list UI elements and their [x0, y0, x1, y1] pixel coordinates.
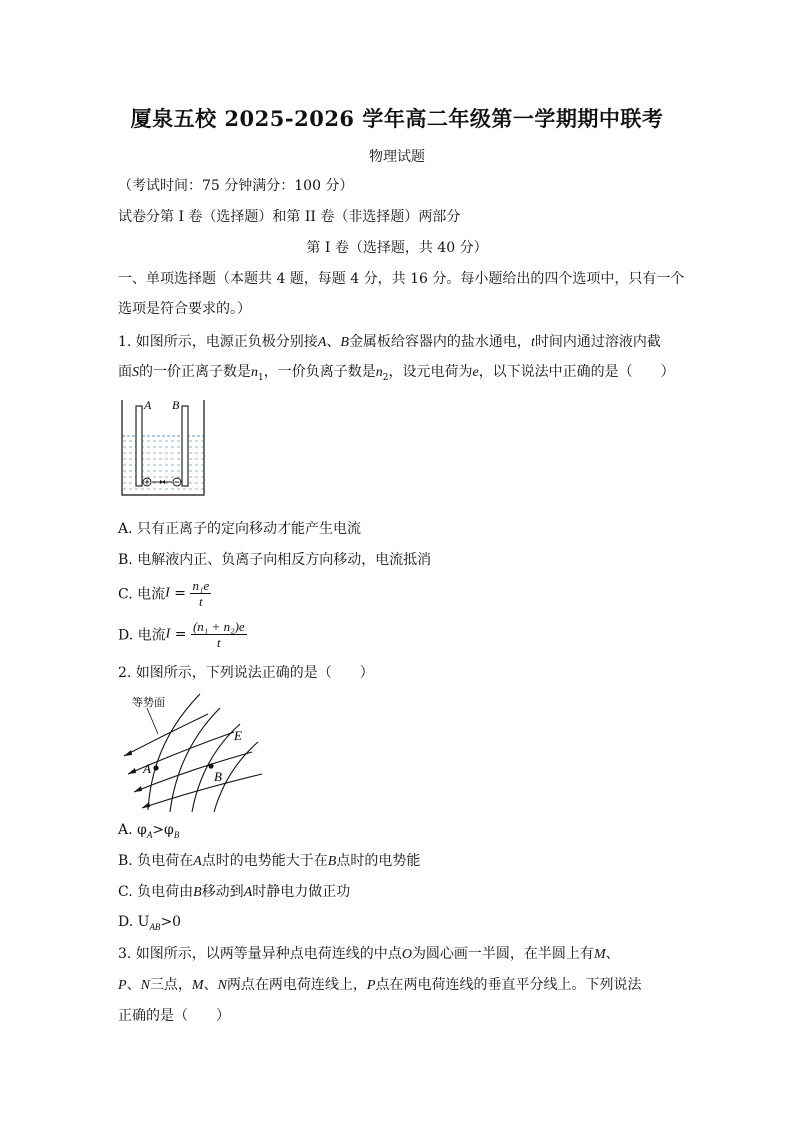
point-b	[208, 763, 213, 768]
q1-option-a: A. 只有正离子的定向移动才能产生电流	[118, 521, 362, 537]
q1-option-d-fraction: $\frac{\text{(n₁ + n₂)e}}{t}$	[192, 619, 245, 650]
q1-option-d: D. 电流I = $\frac{\text{(n₁ + n₂)e}}{t}$	[118, 619, 245, 650]
point-a-label: A	[143, 761, 151, 776]
q1-stem-line2: 面S的一价正离子数是$n_1$，一价负离子数是$n_2$，设元电荷为e，以下说法中正确的是（ ）	[118, 364, 675, 383]
plate-b-label: B	[172, 398, 180, 412]
plate-a-label: A	[144, 398, 152, 412]
exam-info: （考试时间：75 分钟满分：100 分）	[118, 178, 354, 194]
q3-stem-line2: P、N三点，M、N两点在两电荷连线上，P点在两电荷连线的垂直平分线上。下列说法	[118, 977, 642, 993]
field-line-1	[124, 714, 208, 756]
q3-stem-line1: 3. 如图所示，以两等量异种点电荷连线的中点O为圆心画一半圆，在半圆上有M、	[118, 946, 620, 962]
q2-field-figure	[116, 688, 266, 814]
q1-electrolysis-figure	[116, 396, 210, 500]
part1-heading: 第 I 卷（选择题，共 40 分）	[306, 240, 488, 256]
q3-stem-line3: 正确的是（ ）	[118, 1008, 230, 1024]
q1-option-c-fraction: $\frac{\text{n₁e}}{t}$	[192, 578, 210, 609]
section1-instruction-line2: 选项是符合要求的。）	[118, 301, 251, 317]
subject-title: 物理试题	[369, 149, 425, 165]
point-a	[153, 765, 158, 770]
q2-option-a: A. $\varphi_A>\varphi_B$	[118, 822, 180, 840]
q2-option-d: D. $U_{AB}>0$	[118, 914, 182, 932]
salt-water	[122, 436, 204, 495]
q2-stem: 2. 如图所示，下列说法正确的是（ ）	[118, 665, 374, 681]
q1-option-c: C. 电流I = $\frac{\text{n₁e}}{t}$	[118, 578, 210, 609]
plate-a	[136, 406, 142, 486]
field-line-3	[134, 752, 252, 792]
point-b-label: B	[214, 769, 222, 784]
equipotential-label: 等势面	[132, 696, 165, 709]
section1-instruction-line1: 一、单项选择题（本题共 4 题，每题 4 分，共 16 分。每小题给出的四个选项中，只有一个	[118, 271, 685, 287]
q1-option-b: B. 电解液内正、负离子向相反方向移动，电流抵消	[118, 552, 432, 568]
exam-title: 厦泉五校 2025-2026 学年高二年级第一学期期中联考	[130, 106, 664, 131]
q2-option-b: B. 负电荷在A点时的电势能大于在B点时的电势能	[118, 853, 421, 869]
q2-option-c: C. 负电荷由B移动到A时静电力做正功	[118, 884, 351, 900]
field-label-e: E	[234, 728, 242, 743]
q1-stem-line1: 1. 如图所示，电源正负极分别接A、B金属板给容器内的盐水通电，t时间内通过溶液内截	[118, 334, 661, 350]
structure-note: 试卷分第 I 卷（选择题）和第 II 卷（非选择题）两部分	[118, 209, 461, 225]
plate-b	[182, 406, 188, 486]
